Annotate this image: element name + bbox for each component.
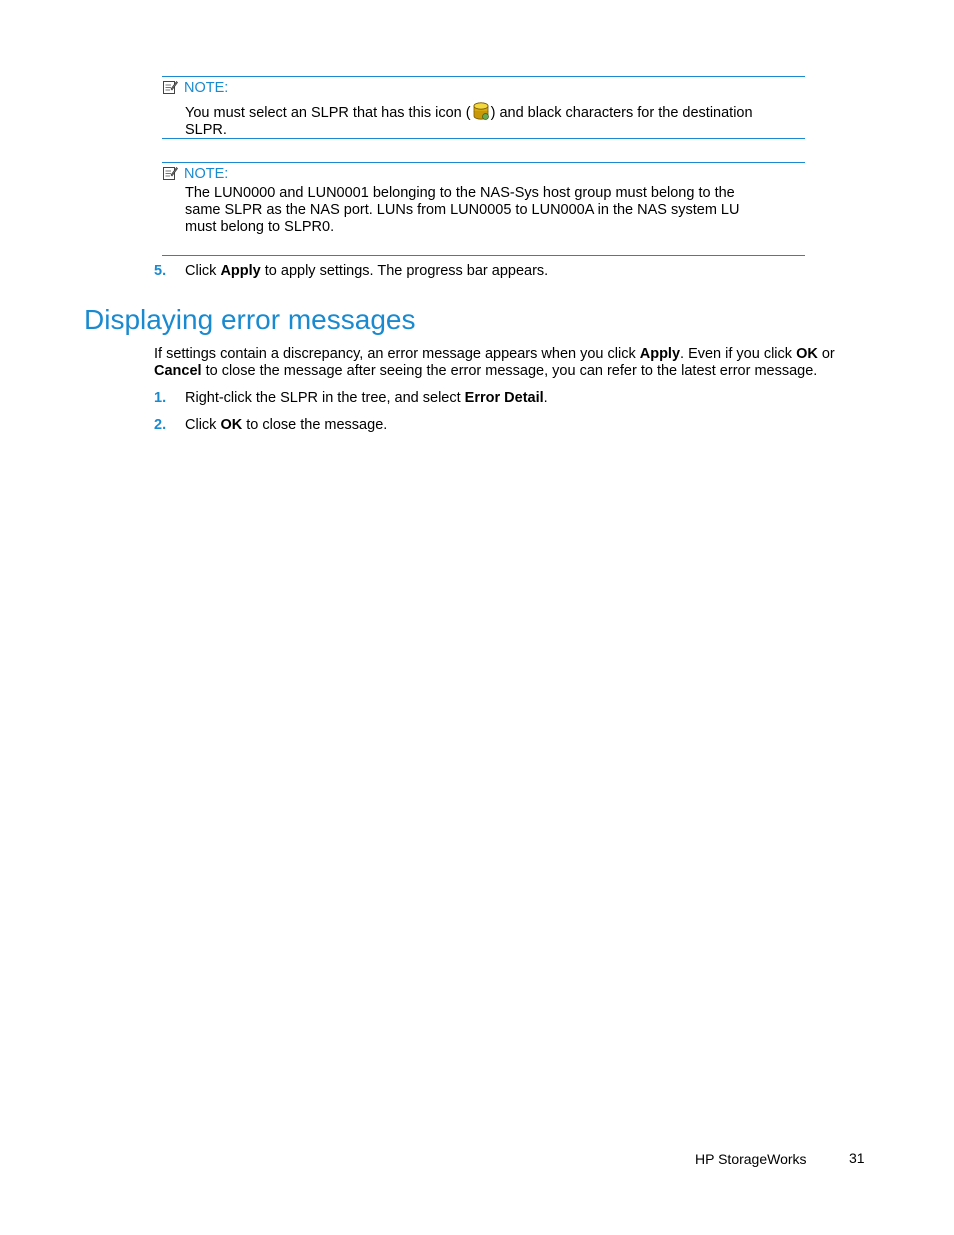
section-heading: Displaying error messages	[84, 304, 416, 335]
step-bold: Error Detail	[464, 390, 544, 406]
note-body	[185, 101, 785, 139]
note-line: The LUN0000 and LUN0001 belonging to the NAS-Sys host group must belong to the	[185, 185, 735, 201]
step-item	[154, 263, 854, 280]
step-bold: OK	[220, 417, 243, 433]
step-text: Click	[185, 263, 221, 279]
note-label: NOTE:	[184, 80, 229, 96]
step-item	[154, 390, 854, 407]
para-bold: Cancel	[154, 363, 202, 379]
step-text: Right-click the SLPR in the tree, and select	[185, 390, 465, 406]
note-text-before: You must select an SLPR that has this icon (	[185, 105, 471, 121]
slpr-yellow-icon	[471, 101, 491, 121]
footer-page-number: 31	[849, 1150, 865, 1166]
step-text: to apply settings. The progress bar appears.	[260, 263, 549, 279]
para-bold: OK	[796, 346, 818, 362]
section-paragraph	[154, 346, 854, 380]
note-header	[162, 163, 805, 185]
step-text: Click	[185, 417, 221, 433]
note-pencil-icon	[162, 79, 178, 95]
note-line: same SLPR as the NAS port. LUNs from LUN0005 to LUN000A in the NAS system LU	[185, 202, 740, 218]
step-number: 5.	[154, 263, 167, 279]
step-text: .	[543, 390, 548, 406]
para-text: or	[817, 346, 835, 362]
step-number: 2.	[154, 417, 167, 433]
para-text: If settings contain a discrepancy, an error message appears when you click	[154, 346, 640, 362]
para-text: . Even if you click	[680, 346, 797, 362]
note-label: NOTE:	[184, 166, 229, 182]
step-bold: Apply	[220, 263, 261, 279]
note-line: must belong to SLPR0.	[185, 219, 335, 235]
footer-product: HP StorageWorks	[695, 1151, 807, 1167]
step-number: 1.	[154, 390, 167, 406]
step-item	[154, 417, 854, 434]
note-pencil-icon	[162, 165, 178, 181]
para-bold: Apply	[639, 346, 681, 362]
step-text: to close the message.	[242, 417, 388, 433]
note-body	[185, 185, 785, 236]
note-box-1	[162, 76, 805, 139]
note-box-2	[162, 162, 805, 256]
para-text: to close the message after seeing the error message, you can refer to the latest error message.	[201, 363, 818, 379]
note-header	[162, 77, 805, 99]
note-text-after: ) and black characters for the destination SLPR.	[185, 105, 753, 138]
